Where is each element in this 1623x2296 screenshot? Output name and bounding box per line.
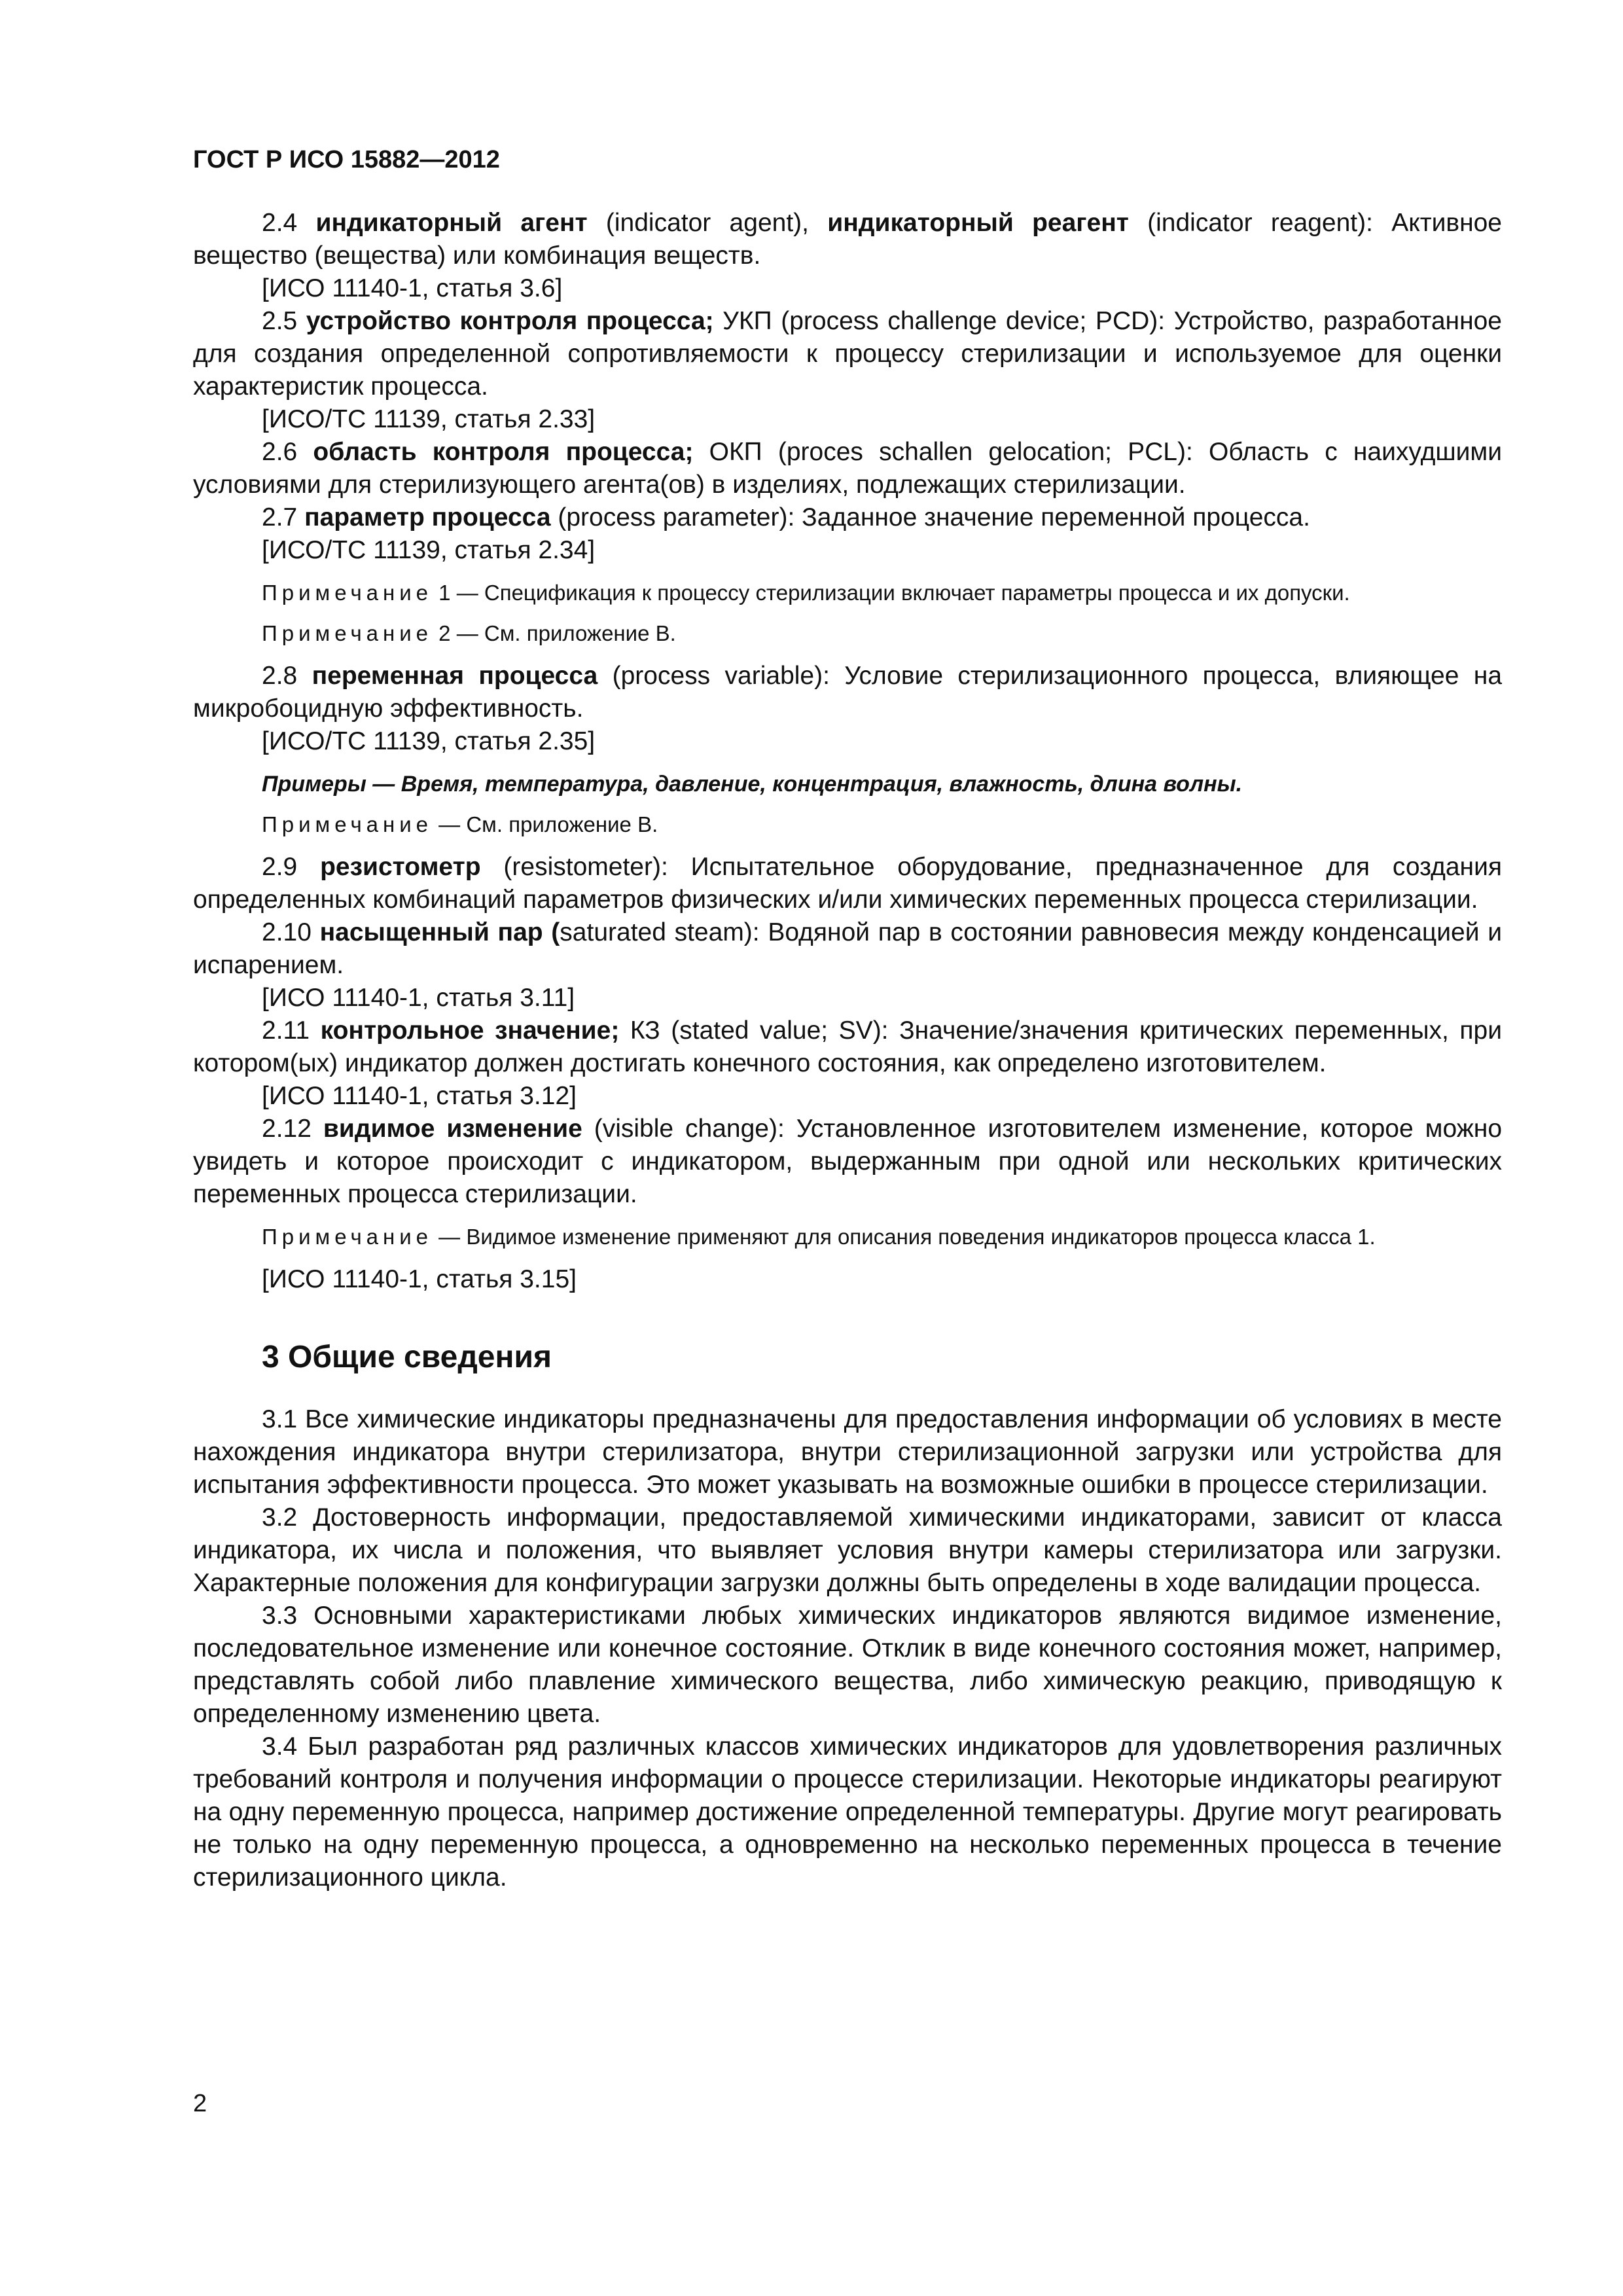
note-label: Примечание — [262, 812, 433, 836]
clause-number: 2.11 — [262, 1016, 310, 1045]
term: индикаторный реагент — [827, 209, 1129, 237]
clause-number: 2.6 — [262, 438, 298, 466]
definition-2-5 — [193, 305, 1502, 403]
source-reference: [ИСО/ТС 11139, статья 2.33] — [262, 405, 596, 433]
definition-text: saturated steam): Водяной пар в состоянии равновесия между конденсацией и испарением. — [193, 918, 1502, 979]
clause-number: 2.10 — [262, 918, 312, 946]
paragraph-3-4: 3.4 Был разработан ряд различных классов химических индикаторов для удовлетворения различных требований контроля и получения информации о процессе стерилизации. Некоторые индикаторы реагируют на одну переменную процесса, например достижение определенной температуры. Другие могут реагировать не только на одну переменную процесса, а одновременно на несколько переменных процесса в течение стерилизационного цикла. — [193, 1732, 1502, 1892]
definition-text: (visible change): Установленное изготовителем изменение, которое можно увидеть и которое происходит с индикатором, выдержанным при одной или нескольких критических переменных процесса стерилизации. — [193, 1115, 1503, 1208]
term: переменная процесса — [312, 662, 598, 690]
source-reference: [ИСО/ТС 11139, статья 2.34] — [262, 536, 596, 564]
examples: Примеры — Время, температура, давление, концентрация, влажность, длина волны. — [262, 772, 1243, 797]
source-reference: [ИСО 11140-1, статья 3.12] — [262, 1082, 577, 1110]
document-page — [193, 144, 1502, 1894]
note-label: Примечание — [262, 581, 433, 605]
note-text: — Видимое изменение применяют для описания поведения индикаторов процесса класса 1. — [433, 1225, 1376, 1249]
note-label: Примечание — [262, 621, 433, 645]
clause-number: 2.4 — [262, 209, 298, 237]
definition-text: ОКП (proces schallen gelocation; PCL): Область с наихудшими условиями для стерилизующего агента(ов) в изделиях, подлежащих стерилизации. — [193, 438, 1502, 499]
term: параметр процесса — [304, 503, 551, 531]
page-number: 2 — [193, 2090, 207, 2117]
clause-number: 2.5 — [262, 307, 298, 335]
term: насыщенный пар ( — [319, 918, 560, 946]
note — [193, 579, 1502, 607]
definition-text: (process variable): Условие стерилизационного процесса, влияющее на микробоцидную эффективность. — [193, 662, 1503, 723]
term: резистометр — [320, 853, 481, 881]
definition-2-10 — [193, 916, 1502, 982]
definition-2-11 — [193, 1014, 1502, 1080]
note — [193, 619, 1502, 648]
definition-2-7 — [193, 501, 1502, 534]
note — [193, 1223, 1502, 1251]
source-reference: [ИСО 11140-1, статья 3.11] — [262, 984, 575, 1012]
definition-text: (process parameter): Заданное значение переменной процесса. — [550, 503, 1310, 531]
note-text: 2 — См. приложение В. — [433, 621, 676, 645]
term: устройство контроля процесса; — [306, 307, 714, 335]
source-reference: [ИСО 11140-1, статья 3.6] — [262, 274, 563, 302]
section-title: 3 Общие сведения — [262, 1340, 552, 1374]
definition-text: (resistometer): Испытательное оборудование, предназначенное для создания определенных комбинаций параметров физических и/или химических переменных процесса стерилизации. — [193, 853, 1502, 914]
clause-number: 2.9 — [262, 853, 298, 881]
term: область контроля процесса; — [313, 438, 694, 466]
term: видимое изменение — [323, 1115, 582, 1143]
clause-number: 2.8 — [262, 662, 298, 690]
clause-number: 2.7 — [262, 503, 298, 531]
definition-text: (indicator agent), — [587, 209, 828, 237]
definition-2-12 — [193, 1113, 1502, 1211]
source-reference: [ИСО 11140-1, статья 3.15] — [262, 1265, 577, 1293]
document-header: ГОСТ Р ИСО 15882—2012 — [193, 146, 500, 173]
definition-2-9 — [193, 851, 1502, 916]
definition-text: КЗ (stated value; SV): Значение/значения критических переменных, при котором(ых) индикатор должен достигать конечного состояния, как определено изготовителем. — [193, 1016, 1502, 1077]
paragraph-3-2: 3.2 Достоверность информации, предоставляемой химическими индикаторами, зависит от класса индикатора, их числа и положения, что выявляет условия внутри камеры стерилизатора или загрузки. Характерные положения для конфигурации загрузки должны быть определены в ходе валидации процесса. — [193, 1503, 1502, 1597]
note — [193, 810, 1502, 839]
clause-number: 2.12 — [262, 1115, 312, 1143]
source-reference: [ИСО/ТС 11139, статья 2.35] — [262, 727, 596, 755]
definition-2-8 — [193, 660, 1502, 725]
note-label: Примечание — [262, 1225, 433, 1249]
paragraph-3-3: 3.3 Основными характеристиками любых химических индикаторов являются видимое изменение, последовательное изменение или конечное состояние. Отклик в виде конечного состояния может, например, представлять собой либо плавление химического вещества, либо химическую реакцию, приводящую к определенному изменению цвета. — [193, 1602, 1502, 1728]
definition-2-4 — [193, 207, 1502, 272]
definition-text: УКП (process challenge device; PCD): Устройство, разработанное для создания определенной сопротивляемости к процессу стерилизации и используемое для оценки характеристик процесса. — [193, 307, 1502, 401]
term: индикаторный агент — [315, 209, 588, 237]
definition-2-6 — [193, 436, 1502, 501]
definition-text: (indicator reagent): Активное вещество (вещества) или комбинация веществ. — [193, 209, 1502, 270]
paragraph-3-1: 3.1 Все химические индикаторы предназначены для предоставления информации об условиях в месте нахождения индикатора внутри стерилизатора, внутри стерилизационной загрузки или устройства для испытания эффективности процесса. Это может указывать на возможные ошибки в процессе стерилизации. — [193, 1405, 1502, 1499]
note-text: — См. приложение В. — [433, 812, 658, 836]
term: контрольное значение; — [320, 1016, 620, 1045]
note-text: 1 — Спецификация к процессу стерилизации включает параметры процесса и их допуски. — [433, 581, 1350, 605]
